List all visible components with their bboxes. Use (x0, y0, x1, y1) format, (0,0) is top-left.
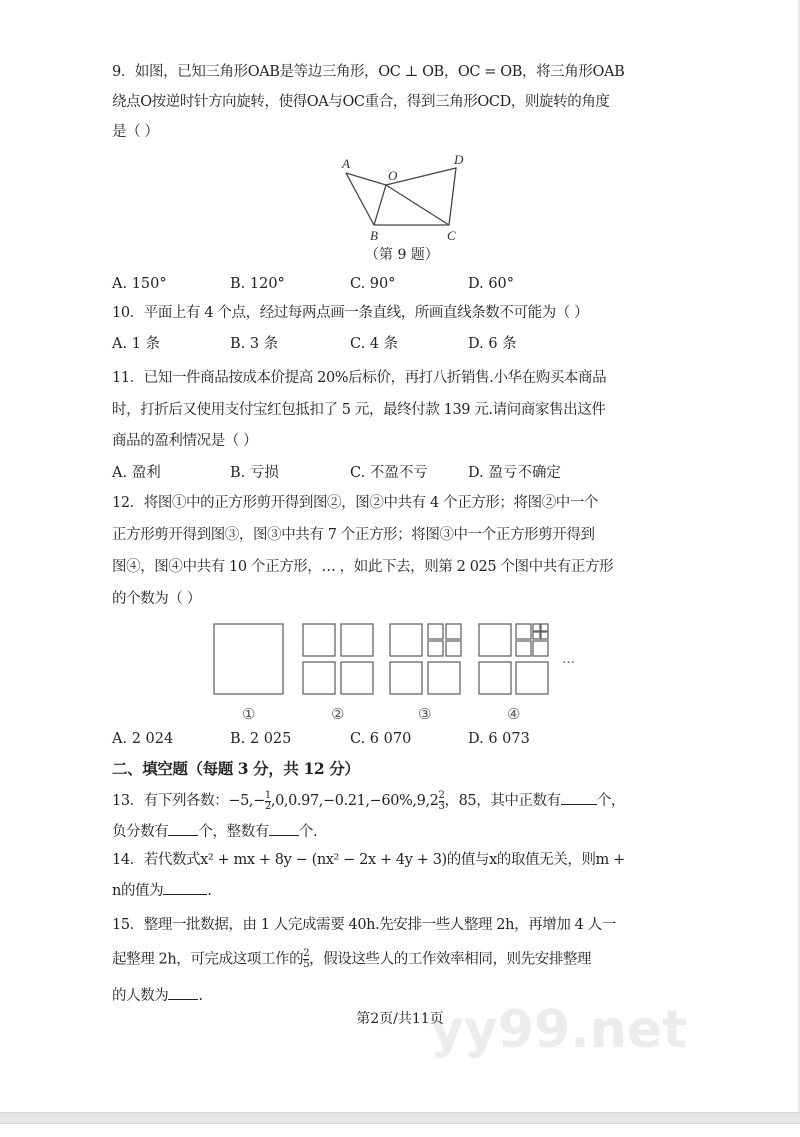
q13-text: ,0,0.97,−0.21,−60%,9,2 (270, 793, 439, 809)
q12-option-d: D. 6 073 (468, 731, 530, 747)
q9-option-b: B. 120° (230, 276, 285, 292)
figure-label-3: ③ (418, 705, 432, 723)
q11-option-c: C. 不盈不亏 (350, 465, 428, 481)
q14-line-2 (112, 880, 688, 901)
page-footer: 第2页/共11页 (356, 1011, 444, 1027)
q15-line-1: 15．整理一批数据，由 1 人完成需要 40h.先安排一些人整理 2h，再增加 4 人一 (112, 917, 616, 933)
q13-text: 负分数有 (112, 824, 169, 840)
q13-text: 个，整数有 (198, 824, 269, 840)
q12-line-1: 12．将图①中的正方形剪开得到图②，图②中共有 4 个正方形；将图②中一个 (112, 495, 599, 511)
label-o: O (388, 168, 398, 183)
label-d: D (454, 152, 464, 167)
q15-line-2 (112, 949, 688, 970)
q13-text: 13．有下列各数：−5,− (112, 793, 265, 809)
answer-blank[interactable] (168, 821, 198, 836)
q13-line-1 (112, 790, 688, 812)
q12-option-c: C. 6 070 (350, 731, 412, 747)
q13-text: 个， (596, 793, 626, 809)
section-heading-fill-in: 二、填空题（每题 3 分，共 12 分） (112, 759, 360, 778)
q13-text: 个. (298, 824, 318, 840)
q10-option-a: A. 1 条 (112, 336, 161, 352)
q14-text: n的值为 (112, 883, 164, 899)
q9-caption: （第 9 题） (365, 247, 439, 263)
q9-option-a: A. 150° (112, 276, 167, 292)
q15-text: ，假设这些人的工作效率相同，则先安排整理 (309, 951, 592, 968)
label-b: B (370, 228, 378, 240)
q12-option-a: A. 2 024 (112, 731, 174, 747)
q15-text: . (198, 988, 203, 1004)
q13-text: ，85，其中正数有 (444, 793, 561, 809)
fraction: $\frac{2}{5}$ (303, 948, 310, 970)
q12-line-3: 图④，图④中共有 10 个正方形，… ，如此下去，则第 2 025 个图中共有正方形 (112, 559, 614, 575)
fraction: $\frac{2}{3}$ (438, 789, 445, 812)
page-separator (0, 1112, 800, 1124)
q11-option-a: A. 盈利 (112, 465, 161, 481)
q9-line-2: 绕点O按逆时针方向旋转，使得OA与OC重合，得到三角形OCD，则旋转的角度 (112, 94, 610, 110)
q9-triangle-figure (330, 150, 470, 240)
q14-text: . (207, 883, 212, 899)
q12-squares-figure (210, 620, 590, 725)
figure-label-1: ① (242, 705, 256, 723)
q12-line-4: 的个数为（ ） (112, 591, 201, 607)
q15-text: 的人数为 (112, 988, 169, 1004)
q11-option-d: D. 盈亏不确定 (468, 465, 561, 481)
q9-line-1: 9．如图，已知三角形OAB是等边三角形，OC ⊥ OB，OC = OB，将三角形OAB (112, 64, 625, 80)
figure-label-2: ② (331, 705, 345, 723)
q12-line-2: 正方形剪开得到图③，图③中共有 7 个正方形；将图③中一个正方形剪开得到 (112, 527, 595, 543)
q9-option-c: C. 90° (350, 276, 396, 292)
q10-option-c: C. 4 条 (350, 336, 399, 352)
answer-blank[interactable] (163, 880, 207, 895)
q11-option-b: B. 亏损 (230, 465, 279, 481)
q14-line-1: 14．若代数式x² + mx + 8y − (nx² − 2x + 4y + 3)的值与x的取值无关，则m + (112, 852, 625, 868)
label-a: A (342, 156, 350, 171)
q12-option-b: B. 2 025 (230, 731, 292, 747)
fraction: $\frac{1}{2}$ (264, 789, 271, 812)
q9-line-3: 是（ ） (112, 124, 159, 140)
answer-blank[interactable] (168, 985, 198, 1000)
figure-label-4: ④ (507, 705, 521, 723)
q10-line-1: 10．平面上有 4 个点，经过每两点画一条直线，所画直线条数不可能为（ ） (112, 305, 589, 321)
q15-line-3 (112, 985, 688, 1006)
q10-option-b: B. 3 条 (230, 336, 279, 352)
figure-ellipsis: … (562, 652, 575, 667)
answer-blank[interactable] (561, 790, 597, 805)
q11-line-3: 商品的盈利情况是（ ） (112, 433, 258, 449)
q9-option-d: D. 60° (468, 276, 515, 292)
watermark: yy99.net (430, 1000, 688, 1060)
q11-line-1: 11．已知一件商品按成本价提高 20%后标价，再打八折销售.小华在购买本商品 (112, 370, 607, 386)
q11-line-2: 时，打折后又使用支付宝红包抵扣了 5 元，最终付款 139 元.请问商家售出这件 (112, 402, 606, 418)
label-c: C (447, 228, 456, 240)
q13-line-2 (112, 821, 688, 842)
q10-option-d: D. 6 条 (468, 336, 517, 352)
answer-blank[interactable] (269, 821, 299, 836)
q15-text: 起整理 2h，可完成这项工作的 (112, 951, 304, 968)
